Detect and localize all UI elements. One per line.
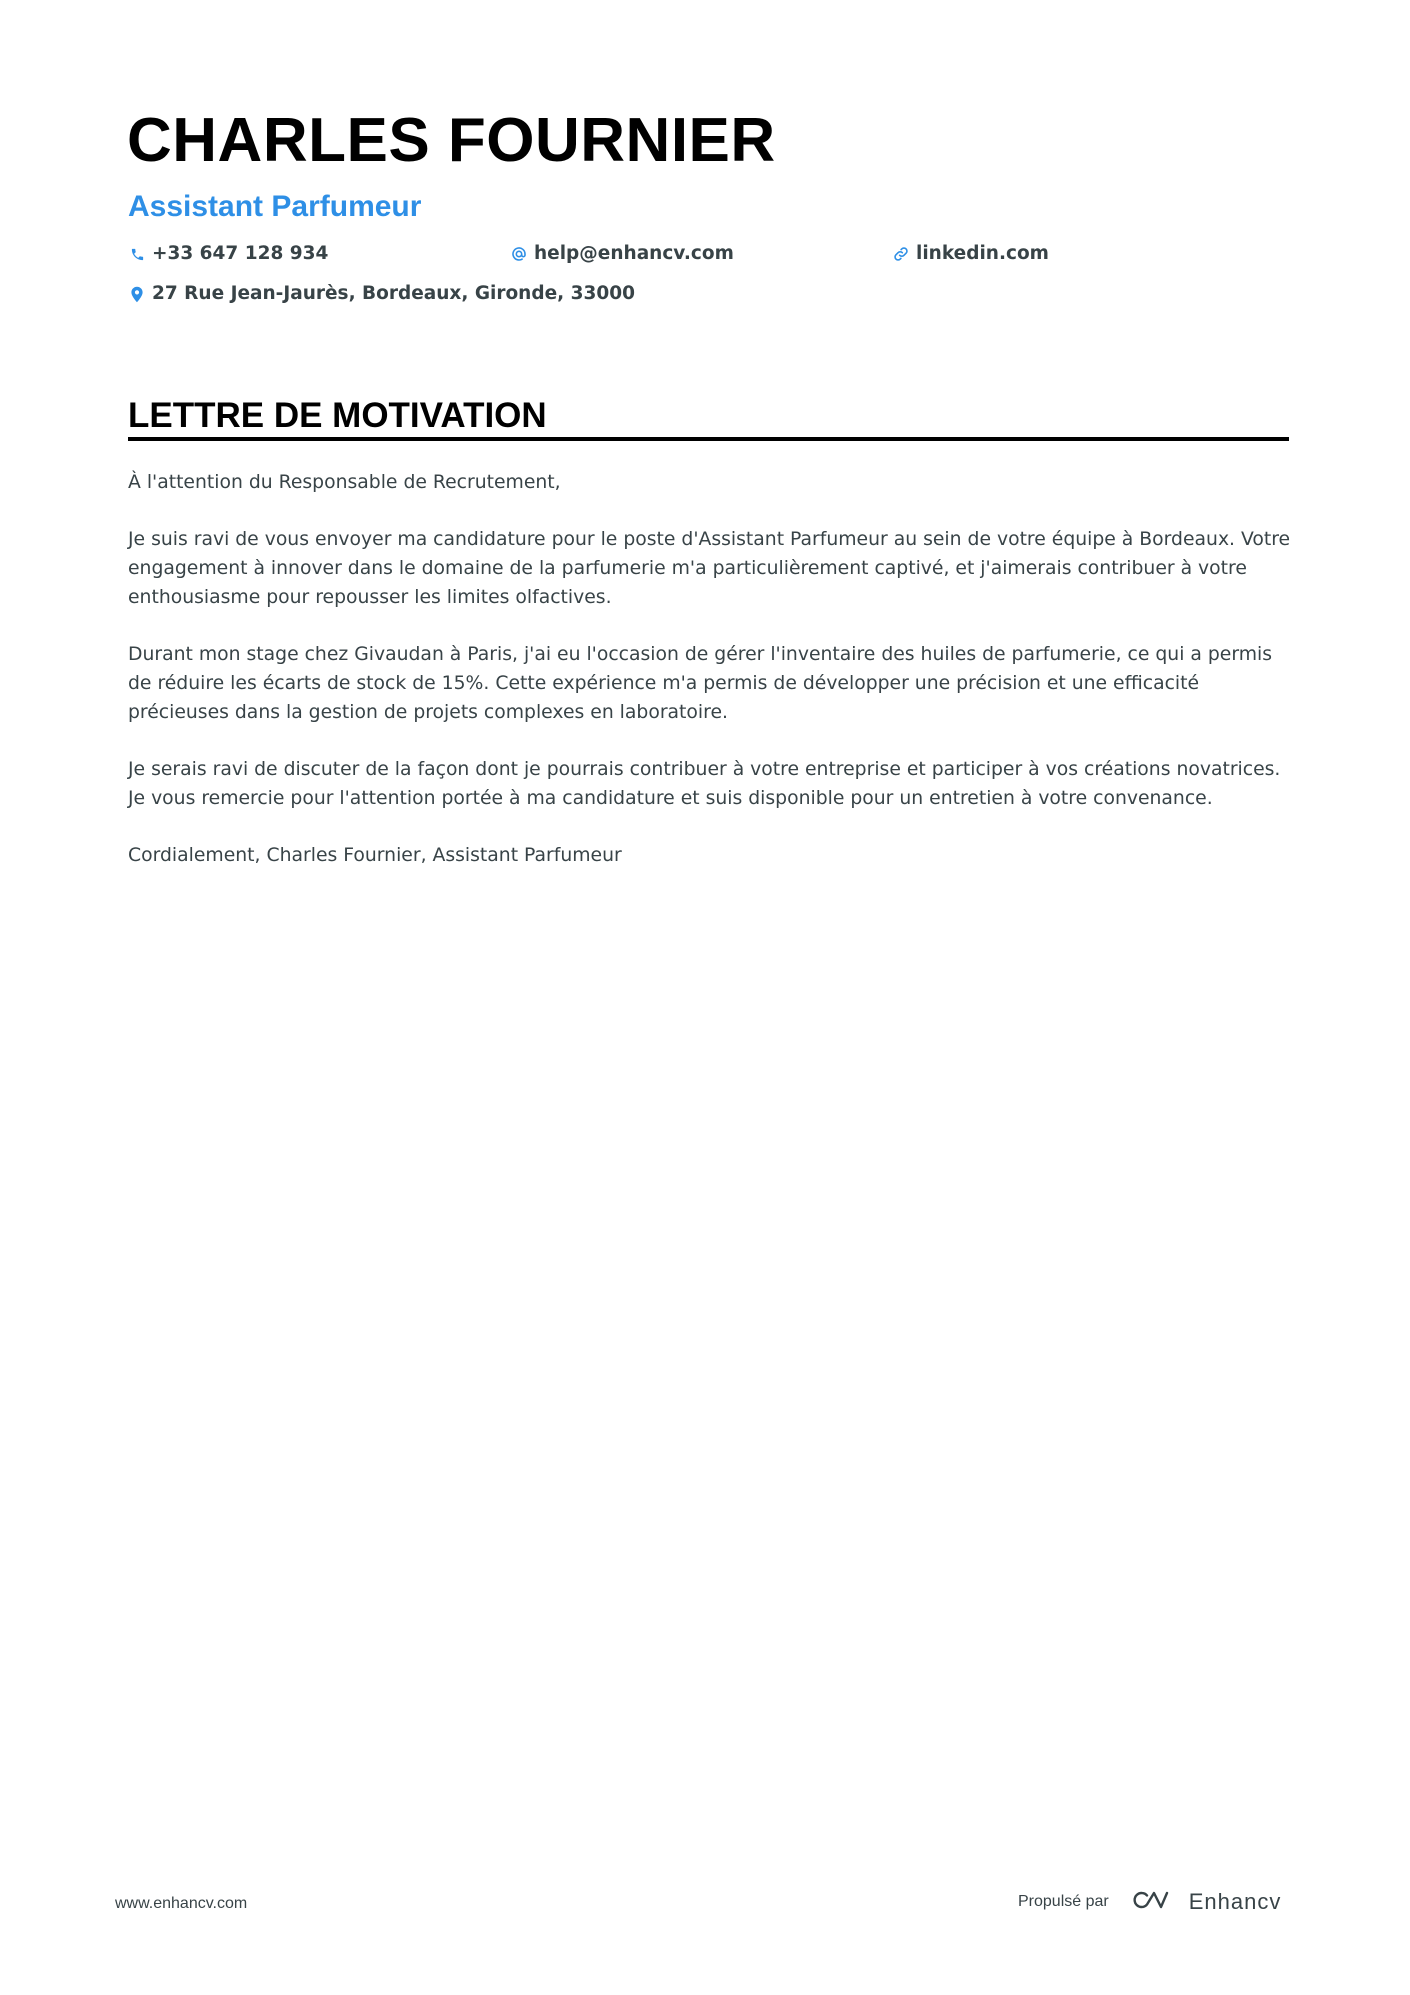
contact-address xyxy=(128,285,635,304)
letter-paragraph: Je suis ravi de vous envoyer ma candidature pour le poste d'Assistant Parfumeur au sein de votre équipe à Bordeaux. Votre engagement à innover dans le domaine de la parfumerie m'a particulièrement captivé, et j'aimerais contribuer à votre enthousiasme pour repousser les limites olfactives. xyxy=(128,529,1291,608)
footer-website[interactable]: www.enhancv.com xyxy=(115,1895,248,1912)
address-value: 27 Rue Jean-Jaurès, Bordeaux, Gironde, 33000 xyxy=(152,283,635,304)
letter-closing: Cordialement, Charles Fournier, Assistant Parfumeur xyxy=(128,845,622,866)
letter-body xyxy=(128,468,1293,898)
section-title: LETTRE DE MOTIVATION xyxy=(128,396,547,435)
phone-icon xyxy=(128,245,146,263)
job-title: Assistant Parfumeur xyxy=(128,190,422,223)
email-value: help@enhancv.com xyxy=(534,243,734,264)
location-pin-icon xyxy=(128,285,146,303)
phone-value: +33 647 128 934 xyxy=(152,243,329,264)
at-icon xyxy=(510,245,528,263)
letter-salutation: À l'attention du Responsable de Recrutement, xyxy=(128,472,561,493)
powered-by-label: Propulsé par xyxy=(1018,1893,1109,1910)
contact-email xyxy=(510,245,734,264)
letter-paragraph: Je serais ravi de discuter de la façon dont je pourrais contribuer à votre entreprise et participer à vos créations novatrices. Je vous remercie pour l'attention portée à ma candidature et suis disponible pour un entretien à votre convenance. xyxy=(128,759,1281,809)
enhancv-logo[interactable] xyxy=(1131,1887,1282,1917)
enhancv-logo-icon xyxy=(1131,1887,1177,1917)
section-divider xyxy=(128,437,1289,441)
brand-name: Enhancv xyxy=(1188,1889,1282,1914)
link-icon xyxy=(892,245,910,263)
footer-branding xyxy=(1018,1887,1281,1917)
contact-phone xyxy=(128,245,328,264)
link-value: linkedin.com xyxy=(916,243,1049,264)
candidate-name: CHARLES FOURNIER xyxy=(127,106,776,175)
letter-paragraph: Durant mon stage chez Givaudan à Paris, j'ai eu l'occasion de gérer l'inventaire des huiles de parfumerie, ce qui a permis de réduire les écarts de stock de 15%. Cette expérience m'a permis de développer une précision et une efficacité précieuses dans la gestion de projets complexes en laboratoire. xyxy=(128,644,1273,723)
contact-link xyxy=(892,245,1049,264)
